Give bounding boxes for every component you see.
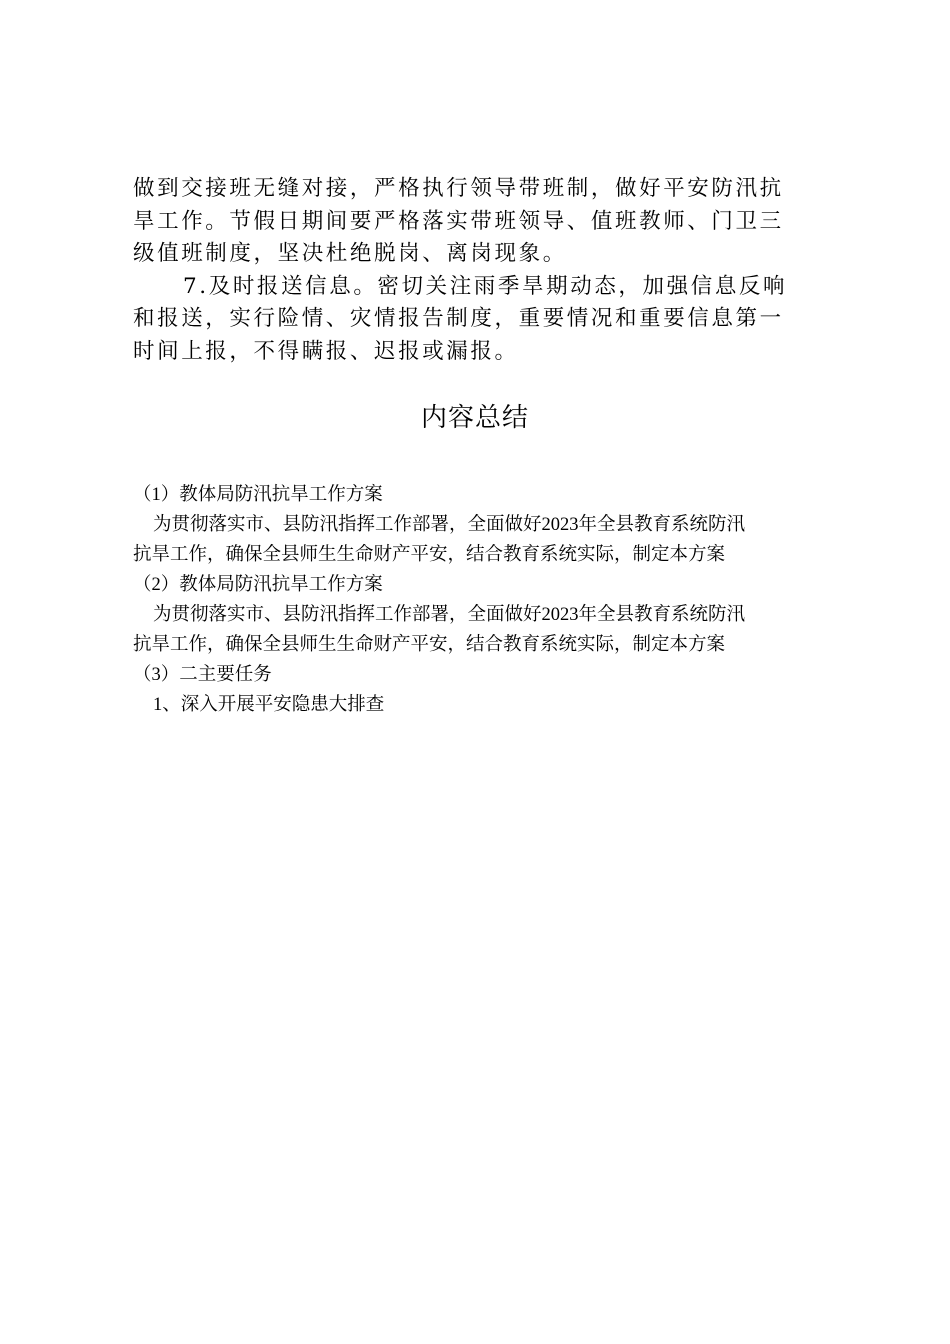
summary-item-heading: （2）教体局防汛抗旱工作方案 bbox=[133, 575, 383, 595]
body-line: 时间上报，不得瞒报、迟报或漏报。 bbox=[133, 338, 519, 364]
body-line: 7.及时报送信息。密切关注雨季旱期动态，加强信息反响 bbox=[183, 273, 788, 299]
summary-item-heading: （3）二主要任务 bbox=[133, 665, 272, 685]
summary-item-text: 为贯彻落实市、县防汛指挥工作部署，全面做好2023年全县教育系统防汛 bbox=[153, 515, 746, 535]
summary-item-text: 抗旱工作，确保全县师生生命财产平安，结合教育系统实际，制定本方案 bbox=[133, 635, 726, 655]
summary-title: 内容总结 bbox=[420, 403, 529, 433]
summary-section bbox=[133, 480, 833, 720]
summary-item-heading: （1）教体局防汛抗旱工作方案 bbox=[133, 485, 383, 505]
summary-item-text: 抗旱工作，确保全县师生生命财产平安，结合教育系统实际，制定本方案 bbox=[133, 545, 726, 565]
body-text bbox=[133, 173, 825, 368]
body-line: 做到交接班无缝对接，严格执行领导带班制，做好平安防汛抗 bbox=[133, 176, 784, 201]
summary-item-text: 1、深入开展平安隐患大排查 bbox=[153, 695, 385, 715]
summary-item-text: 为贯彻落实市、县防汛指挥工作部署，全面做好2023年全县教育系统防汛 bbox=[153, 605, 746, 625]
body-line: 和报送，实行险情、灾情报告制度，重要情况和重要信息第一 bbox=[133, 306, 784, 331]
body-line: 旱工作。节假日期间要严格落实带班领导、值班教师、门卫三 bbox=[133, 208, 784, 234]
body-line: 级值班制度，坚决杜绝脱岗、离岗现象。 bbox=[133, 241, 567, 266]
